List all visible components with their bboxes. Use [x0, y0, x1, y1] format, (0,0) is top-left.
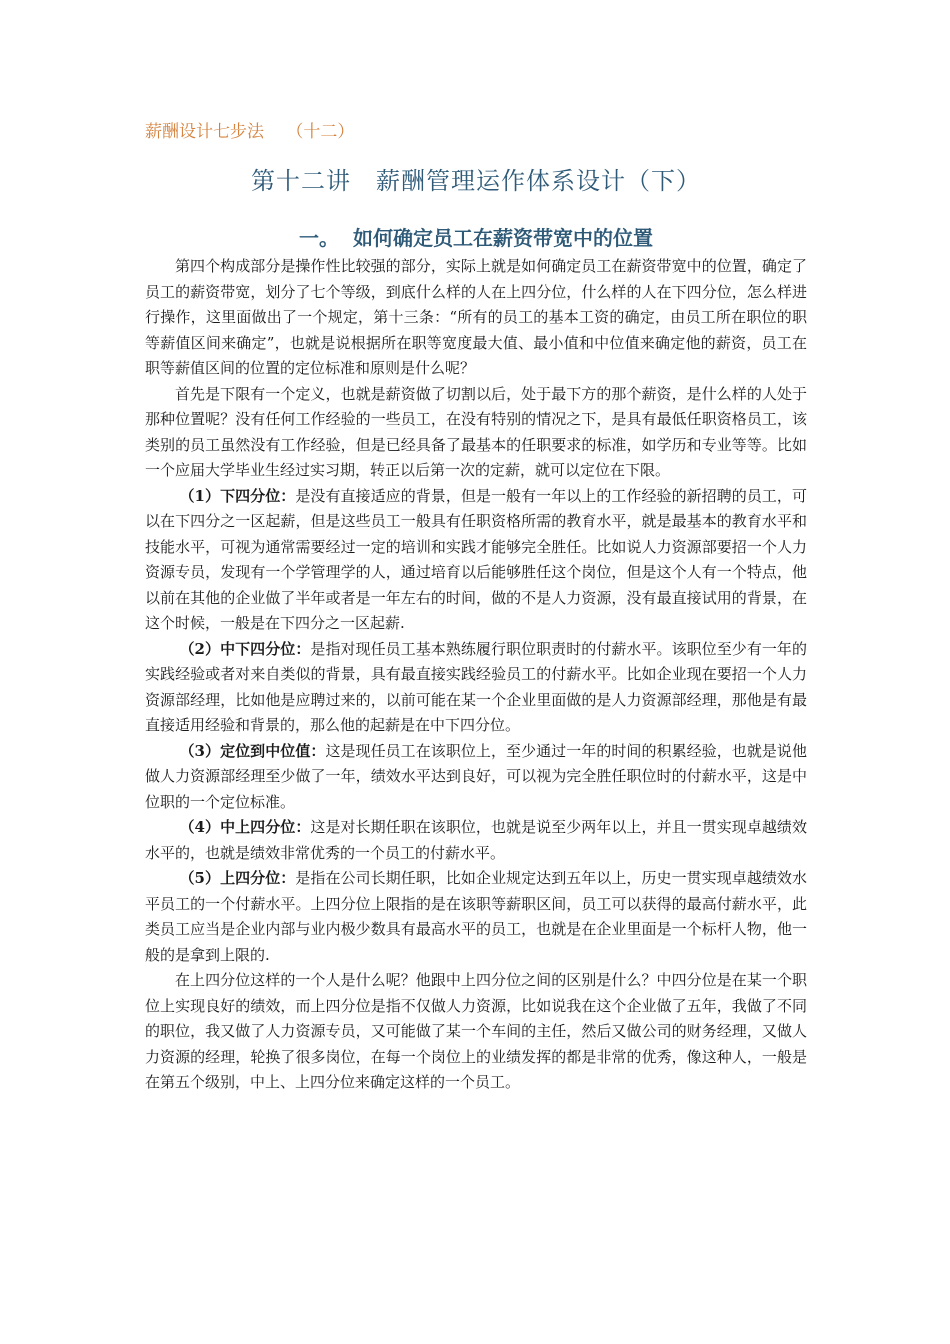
paragraph: 第四个构成部分是操作性比较强的部分，实际上就是如何确定员工在薪资带宽中的位置，确定了员工的薪资带宽，划分了七个等级，到底什么样的人在上四分位，什么样的人在下四分位，怎么样进行操作，这里面做出了一个规定，第十三条：“所有的员工的基本工资的确定，由员工所在职位的职等薪值区间来确定”，也就是说根据所在职等宽度最大值、最小值和中位值来确定他的薪资，员工在职等薪值区间的位置的定位标准和原则是什么呢？: [145, 257, 807, 377]
item-term: （3）定位到中位值：: [179, 741, 326, 760]
item-term: （1）下四分位：: [179, 486, 296, 505]
section-title: 一。 如何确定员工在薪资带宽中的位置: [299, 226, 653, 250]
item-term: （4）中上四分位：: [179, 818, 311, 836]
item-text: 这是对长期任职在该职位，也就是说至少两年以上，并且一贯实现卓越绩效水平的，也就是绩效非常优秀的一个员工的付薪水平。: [145, 818, 807, 862]
series-title: 薪酬设计七步法 （十二）: [145, 122, 355, 142]
item-text: 这是现任员工在该职位上，至少通过一年的时间的积累经验，也就是说他做人力资源部经理至少做了一年，绩效水平达到良好，可以视为完全胜任职位时的付薪水平，这是中位职的一个定位标准。: [145, 741, 807, 811]
paragraph: 在上四分位这样的一个人是什么呢？他跟中上四分位之间的区别是什么？中四分位是在某一个职位上实现良好的绩效，而上四分位是指不仅做人力资源，比如说我在这个企业做了五年，我做了不同的职位，我又做了人力资源专员，又可能做了某一个车间的主任，然后又做公司的财务经理，又做人力资源的经理，轮换了很多岗位，在每一个岗位上的业绩发挥的都是非常的优秀，像这种人，一般是在第五个级别，中上、上四分位来确定这样的一个员工。: [145, 971, 807, 1091]
item-text: 是指在公司长期任职，比如企业规定达到五年以上，历史一贯实现卓越绩效水平员工的一个付薪水平。上四分位上限指的是在该职等薪职区间，员工可以获得的最高付薪水平，此类员工应当是企业内部与业内极少数具有最高水平的员工，也就是在企业里面是一个标杆人物，他一般的是拿到上限的.: [145, 869, 807, 964]
paragraph: 首先是下限有一个定义，也就是薪资做了切割以后，处于最下方的那个薪资，是什么样的人处于那种位置呢？没有任何工作经验的一些员工，在没有特别的情况之下，是具有最低任职资格员工，该类别的员工虽然没有工作经验，但是已经具备了最基本的任职要求的标准，如学历和专业等等。比如一个应届大学毕业生经过实习期，转正以后第一次的定薪，就可以定位在下限。: [145, 384, 807, 479]
list-item-median: [145, 739, 807, 816]
body-text: [145, 254, 807, 1096]
item-term: （5）上四分位：: [179, 869, 296, 887]
lecture-title: 第十二讲 薪酬管理运作体系设计（下）: [251, 167, 701, 195]
list-item-upper-quartile: [145, 866, 807, 968]
item-text: 是指对现任员工基本熟练履行职位职责时的付薪水平。该职位至少有一年的实践经验或者对来自类似的背景，具有最直接实践经验员工的付薪水平。比如企业现在要招一个人力资源部经理，比如他是应聘过来的，以前可能在某一个企业里面做的是人力资源部经理，那他是有最直接适用经验和背景的，那么他的起薪是在中下四分位。: [145, 639, 807, 734]
item-text: 是没有直接适应的背景，但是一般有一年以上的工作经验的新招聘的员工，可以在下四分之一区起薪，但是这些员工一般具有任职资格所需的教育水平，就是最基本的教育水平和技能水平，可视为通常需要经过一定的培训和实践才能够完全胜任。比如说人力资源部要招一个人力资源专员，发现有一个学管理学的人，通过培育以后能够胜任这个岗位，但是这个人有一个特点，他以前在其他的企业做了半年或者是一年左右的时间，做的不是人力资源，没有最直接试用的背景，在这个时候，一般是在下四分之一区起薪.: [145, 486, 807, 632]
list-item-middle-upper-quartile: [145, 815, 807, 866]
list-item-lower-quartile: [145, 484, 807, 637]
item-term: （2）中下四分位：: [179, 639, 311, 658]
document-page: [145, 118, 807, 1096]
list-item-middle-lower-quartile: [145, 637, 807, 739]
